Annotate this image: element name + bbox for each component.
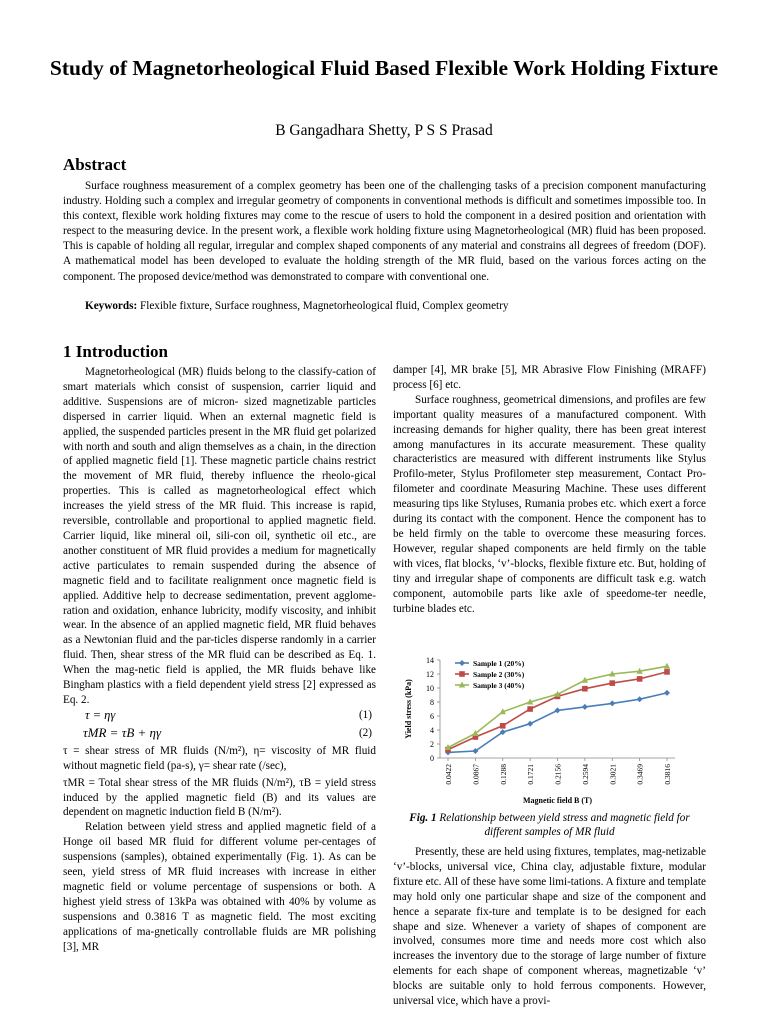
y-axis-label: Yield stress (kPa) [404, 679, 413, 739]
keywords-line [85, 300, 508, 312]
right-paragraph-2: Surface roughness, geometrical dimensions, and profiles are few important quality measures of a manufactured component. With increasing demands for higher quality, there has been great interest among manufactures in its accurate measurement. These quality characteristics are measured with different instruments like Stylus Profilo-meter, Stylus Profilometer step measurement, Contact Pro-filometer and coordinate Measuring Machine. These uses different measuring tips like Styluses, Rumania probes etc. which exert a force during its contact with the component. Hence the component has to be held firmly on the table to overcome these measuring forces. However, regular shaped components are held firmly on the table with vices, flat blocks, ‘v’-blocks, flexible fixture etc. But, holding of tiny and irregular shape of components are difficult task e.g. watch component, automobile parts like axle of speedome-ter needle, turbine blades etc. [393, 393, 706, 615]
abstract-heading: Abstract [63, 155, 127, 174]
series-2-point [664, 669, 670, 675]
paper-authors: B Gangadhara Shetty, P S S Prasad [275, 122, 493, 139]
x-tick-label: 0.2594 [580, 764, 590, 785]
series-2-point [637, 676, 643, 682]
figure-caption-label: Fig. 1 [409, 812, 437, 824]
definitions-1: τ = shear stress of MR fluids (N/m²), η= viscosity of MR fluid without magnetic field (pa-s), γ= shear rate (/sec), [63, 744, 376, 772]
right-paragraph-1: damper [4], MR brake [5], MR Abrasive Flow Finishing (MRAFF) process [6] etc. [393, 364, 706, 391]
x-tick-label: 0.3816 [663, 764, 672, 785]
right-column-bottom [393, 845, 706, 1009]
legend-label: Sample 3 (40%) [473, 681, 525, 690]
y-tick-label: 0 [430, 754, 434, 763]
series-1-line [448, 693, 667, 753]
intro-paragraph-2: Relation between yield stress and applied magnetic field of a Honge oil based MR fluid for different volume per-centages of suspensions (samples), obtained experimentally (Fig. 1). As can be seen, yield stress of MR fluid increases with increase in either magnetic field or volume percentage of suspensions or both. A highest yield stress of 13kPa was obtained with 40% by volume as suspensions and 0.3816 T as magnetic field. The most exciting applications of ma-gnetically controllable fluids are MR polishing [3], MR [63, 821, 376, 953]
keywords-label: Keywords: [85, 300, 138, 312]
x-axis-label: Magnetic field B (T) [522, 796, 593, 805]
right-column-top [393, 363, 706, 616]
x-tick-label: 0.2156 [553, 764, 563, 785]
y-tick-label: 6 [430, 712, 434, 721]
yield-stress-chart [397, 650, 687, 805]
equation-2-formula: τMR = τB + ηγ [83, 724, 162, 740]
intro-paragraph-1: Magnetorheological (MR) fluids belong to the classify-cation of smart materials which consist of suspension, carrier liquid and additive. Suspensions are of micron- sized magnetizable particles dispersed in carrier liquid. When an external magnetic field is applied, the suspended particles present in the MR fluid get polarized with north and south and align themselves as a chain, in the direction of applied magnetic field [1]. These magnetic particle chains restrict the movement of MR fluid, thereby influence the rheolo-gical properties. This is called as magnetorheological effect which increases the yield stress of the MR fluid. This increase is rapid, reversible, controllable and proportional to applied magnetic field. Carrier liquid, like mineral oil, sili-con oil, synthetic oil etc., are another constituent of MR fluid provides a medium for magnetically active particulates to remain suspended during the absence of magnetic field and to facilitate realignment once magnetic field is applied. Additive help to decrease sedimentation, prevent agglome-ration and oxidation, enhance lubricity, modify viscosity, and inhibit wear. In the absence of an applied magnetic field, MR fluid behaves as a Newtonian fluid and the par-ticles disperse randomly in a carrier fluid. Then, shear stress of the MR fluid can be described as Eq. 1. When the mag-netic field is applied, the MR fluids behave like Bingham plastics with a field dependent yield stress [2] expressed as Eq. 2. [63, 366, 376, 706]
x-tick-label: 0.3021 [608, 764, 618, 785]
y-tick-label: 2 [430, 740, 434, 749]
series-2-point [609, 680, 615, 686]
x-tick-label: 0.1721 [526, 764, 536, 785]
x-tick-label: 0.1288 [498, 764, 508, 785]
legend-point [459, 660, 465, 666]
series-2-point [500, 723, 506, 729]
y-tick-label: 14 [426, 656, 434, 665]
paper-title: Study of Magnetorheological Fluid Based Flexible Work Holding Fixture [49, 56, 719, 80]
x-tick-label: 0.3469 [635, 764, 645, 785]
series-2-point [527, 706, 533, 712]
series-1-point [637, 696, 643, 702]
left-column [63, 365, 376, 955]
intro-heading: 1 Introduction [63, 342, 169, 361]
legend-label: Sample 2 (30%) [473, 670, 525, 679]
legend-label: Sample 1 (20%) [473, 659, 525, 668]
y-tick-label: 4 [430, 726, 434, 735]
series-1-point [609, 700, 615, 706]
x-tick-label: 0.0422 [444, 764, 453, 785]
legend-point [459, 671, 465, 677]
x-tick-label: 0.0867 [471, 764, 481, 785]
equation-2-number: (2) [358, 726, 372, 739]
equation-1-number: (1) [358, 708, 372, 721]
equation-2 [63, 726, 376, 744]
y-tick-label: 8 [430, 698, 434, 707]
y-tick-label: 12 [426, 670, 434, 679]
y-tick-label: 10 [426, 684, 434, 693]
series-1-point [555, 707, 561, 713]
series-2-point [582, 686, 588, 692]
equation-1-formula: τ = ηγ [85, 707, 116, 722]
series-1-point [582, 704, 588, 710]
keywords-list: Flexible fixture, Surface roughness, Magnetorheological fluid, Complex geometry [140, 300, 509, 312]
series-3-point [664, 663, 670, 669]
series-1-point [664, 690, 670, 696]
figure-caption [393, 812, 706, 839]
right-paragraph-3: Presently, these are held using fixtures, templates, mag-netizable ‘v’-blocks, universal vice, China clay, adjustable fixture, modular fixture etc. All of these have some limi-tations. A fixture and template may hold only one particular shape and size of the component and hence a separate fix-ture and template is to be designed for each shape and size. Whenever a variety of shapes of component are involved, consumes more time and needs more cost which also increases the inventory due to the storage of large number of fixture elements for each shape of component whereas, magnetizable ‘v’ blocks are suitable only to hold ferrous components. However, universal vice, which have a provi- [393, 846, 706, 1008]
abstract-text: Surface roughness measurement of a complex geometry has been one of the challenging tasks of a precision component manufacturing industry. Holding such a complex and irregular geometry of components in conventional methods is difficult and sometimes impossible too. In this context, flexible work holding fixtures may come to the rescue of users to hold the component in a desired position and orientation with respect to the measuring device. In the present work, a flexible work holding fixture using Magnetorheological (MR) fluid has been proposed. This is capable of holding all regular, irregular and complex shaped components of any material and constrains all degrees of freedom (DOF). A mathematical model has been developed to evaluate the holding strength of the MR fluid, based on the various forces acting on the component. The proposed device/method was demonstrated to compare with conventional one. [63, 180, 706, 283]
series-1-point [527, 721, 533, 727]
equation-1 [63, 708, 376, 726]
figure-caption-text: Relationship between yield stress and magnetic field for different samples of MR fluid [439, 812, 690, 838]
definitions-2: τMR = Total shear stress of the MR fluids (N/m²), τB = yield stress induced by the applied magnetic field (B) and its values are dependent on magnetic induction field B (N/m²). [63, 776, 376, 819]
